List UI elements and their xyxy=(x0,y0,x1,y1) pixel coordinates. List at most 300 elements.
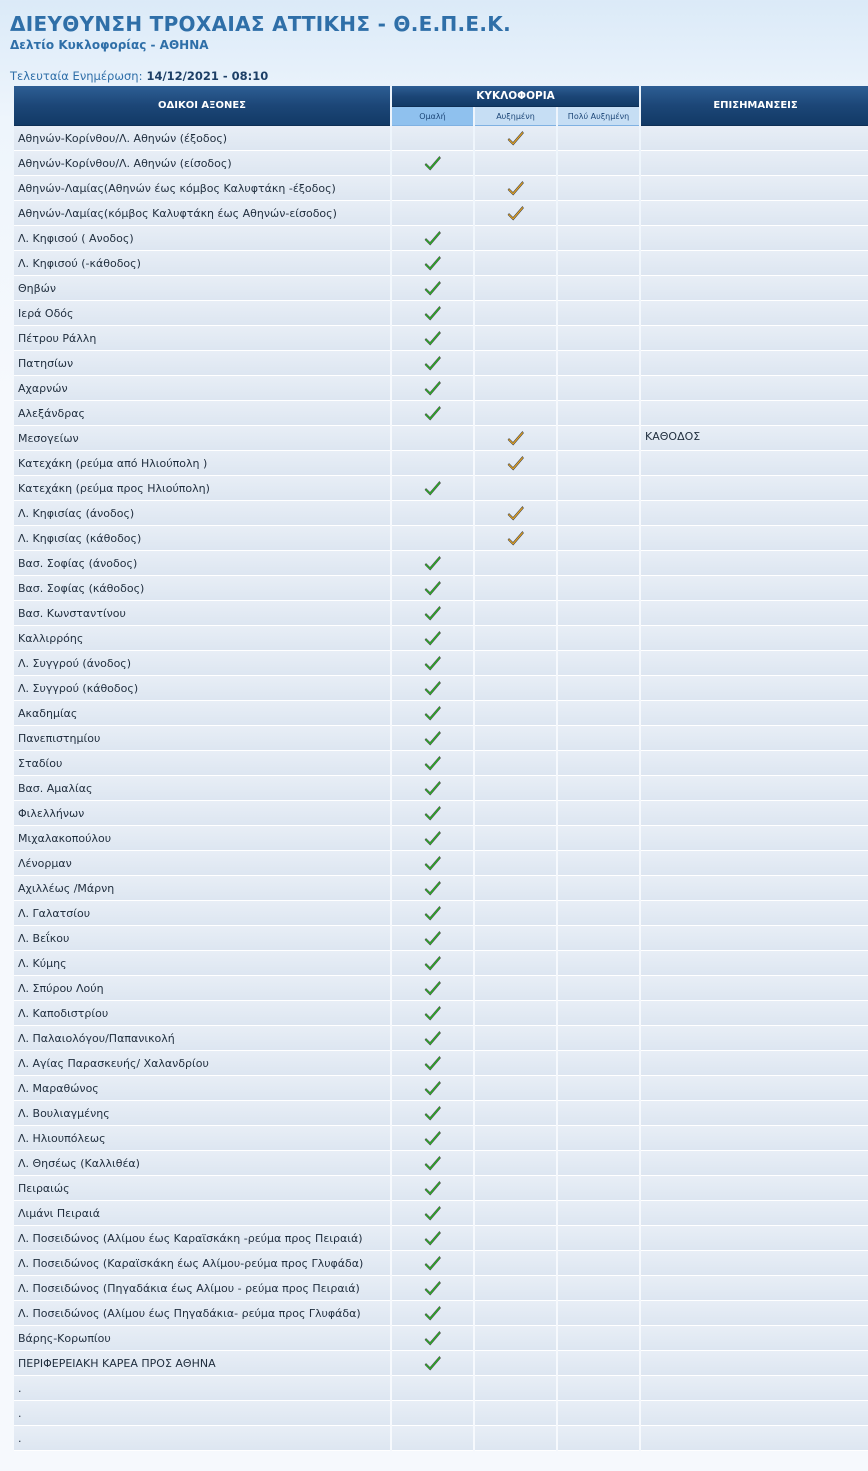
status-cell-normal xyxy=(392,251,473,276)
table-row xyxy=(14,476,868,501)
status-cell-very xyxy=(558,951,639,976)
normal-check-icon xyxy=(424,1304,442,1322)
status-cell-increased xyxy=(475,126,556,151)
status-cell-very xyxy=(558,176,639,201)
status-cell-increased xyxy=(475,1026,556,1051)
status-cell-increased xyxy=(475,851,556,876)
status-cell-very xyxy=(558,401,639,426)
note-cell xyxy=(641,326,868,351)
normal-check-icon xyxy=(424,1254,442,1272)
status-cell-very xyxy=(558,976,639,1001)
normal-check-icon xyxy=(424,379,442,397)
note-cell xyxy=(641,551,868,576)
note-cell xyxy=(641,301,868,326)
table-row xyxy=(14,876,868,901)
note-cell xyxy=(641,926,868,951)
note-cell xyxy=(641,1301,868,1326)
increased-check-icon xyxy=(507,129,525,147)
table-row xyxy=(14,1101,868,1126)
note-cell xyxy=(641,751,868,776)
road-name: Λ. Κηφισίας (άνοδος) xyxy=(14,501,390,526)
status-cell-normal xyxy=(392,401,473,426)
road-name: Μιχαλακοπούλου xyxy=(14,826,390,851)
status-cell-very xyxy=(558,1151,639,1176)
normal-check-icon xyxy=(424,229,442,247)
normal-check-icon xyxy=(424,854,442,872)
status-cell-very xyxy=(558,376,639,401)
note-cell xyxy=(641,1101,868,1126)
normal-check-icon xyxy=(424,404,442,422)
table-row xyxy=(14,351,868,376)
road-name: Πατησίων xyxy=(14,351,390,376)
road-name: Αχαρνών xyxy=(14,376,390,401)
status-cell-very xyxy=(558,1026,639,1051)
status-cell-very xyxy=(558,1076,639,1101)
normal-check-icon xyxy=(424,1354,442,1372)
road-name: Αθηνών-Λαμίας(κόμβος Καλυφτάκη έως Αθηνών-είσοδος) xyxy=(14,201,390,226)
note-cell xyxy=(641,801,868,826)
status-cell-very xyxy=(558,1401,639,1426)
status-cell-increased xyxy=(475,1001,556,1026)
road-name: Λένορμαν xyxy=(14,851,390,876)
status-cell-normal xyxy=(392,1226,473,1251)
status-cell-increased xyxy=(475,1301,556,1326)
table-row xyxy=(14,1176,868,1201)
note-cell xyxy=(641,1201,868,1226)
note-cell xyxy=(641,526,868,551)
status-cell-very xyxy=(558,326,639,351)
table-row xyxy=(14,426,868,451)
status-cell-normal xyxy=(392,926,473,951)
status-cell-very xyxy=(558,726,639,751)
note-cell xyxy=(641,476,868,501)
status-cell-normal xyxy=(392,501,473,526)
status-cell-normal xyxy=(392,1001,473,1026)
status-cell-very xyxy=(558,901,639,926)
table-row xyxy=(14,1051,868,1076)
road-name: Λ. Αγίας Παρασκευής/ Χαλανδρίου xyxy=(14,1051,390,1076)
note-cell xyxy=(641,126,868,151)
note-cell xyxy=(641,251,868,276)
status-cell-normal xyxy=(392,451,473,476)
status-cell-very xyxy=(558,1426,639,1451)
status-cell-increased xyxy=(475,701,556,726)
note-cell xyxy=(641,1401,868,1426)
table-row xyxy=(14,976,868,1001)
table-row xyxy=(14,176,868,201)
road-name: Λ. Παλαιολόγου/Παπανικολή xyxy=(14,1026,390,1051)
status-cell-increased xyxy=(475,776,556,801)
table-row xyxy=(14,901,868,926)
column-header-notes: ΕΠΙΣΗΜΑΝΣΕΙΣ xyxy=(641,86,868,126)
status-cell-normal xyxy=(392,576,473,601)
status-cell-increased xyxy=(475,501,556,526)
normal-check-icon xyxy=(424,554,442,572)
road-name: . xyxy=(14,1426,390,1451)
status-cell-increased xyxy=(475,601,556,626)
status-cell-very xyxy=(558,1376,639,1401)
status-cell-normal xyxy=(392,276,473,301)
status-cell-normal xyxy=(392,151,473,176)
table-row xyxy=(14,151,868,176)
status-cell-increased xyxy=(475,476,556,501)
status-cell-very xyxy=(558,226,639,251)
status-cell-normal xyxy=(392,901,473,926)
note-cell xyxy=(641,1076,868,1101)
road-name: Κατεχάκη (ρεύμα προς Ηλιούπολη) xyxy=(14,476,390,501)
normal-check-icon xyxy=(424,879,442,897)
note-cell: ΚΑΘΟΔΟΣ xyxy=(641,426,868,451)
status-cell-increased xyxy=(475,626,556,651)
status-cell-normal xyxy=(392,326,473,351)
status-cell-increased xyxy=(475,1101,556,1126)
status-cell-increased xyxy=(475,351,556,376)
table-row xyxy=(14,726,868,751)
status-cell-normal xyxy=(392,1351,473,1376)
status-cell-increased xyxy=(475,301,556,326)
status-cell-very xyxy=(558,676,639,701)
road-name: Καλλιρρόης xyxy=(14,626,390,651)
road-name: Ιερά Οδός xyxy=(14,301,390,326)
normal-check-icon xyxy=(424,679,442,697)
road-name: ΠΕΡΙΦΕΡΕΙΑΚΗ ΚΑΡΕΑ ΠΡΟΣ ΑΘΗΝΑ xyxy=(14,1351,390,1376)
increased-check-icon xyxy=(507,179,525,197)
road-name: Λ. Συγγρού (άνοδος) xyxy=(14,651,390,676)
normal-check-icon xyxy=(424,904,442,922)
note-cell xyxy=(641,1276,868,1301)
status-cell-very xyxy=(558,1126,639,1151)
status-cell-increased xyxy=(475,1176,556,1201)
road-name: Βάρης-Κορωπίου xyxy=(14,1326,390,1351)
status-cell-increased xyxy=(475,1201,556,1226)
note-cell xyxy=(641,826,868,851)
table-row xyxy=(14,451,868,476)
table-row xyxy=(14,601,868,626)
last-updated-label: Τελευταία Ενημέρωση: xyxy=(10,69,143,83)
status-cell-normal xyxy=(392,301,473,326)
normal-check-icon xyxy=(424,354,442,372)
note-cell xyxy=(641,976,868,1001)
status-cell-very xyxy=(558,601,639,626)
note-cell xyxy=(641,151,868,176)
status-cell-normal xyxy=(392,801,473,826)
status-cell-very xyxy=(558,1351,639,1376)
column-header-traffic: ΚΥΚΛΟΦΟΡΙΑ xyxy=(392,86,639,107)
last-updated xyxy=(10,69,268,83)
road-name: Λ. Βεΐκου xyxy=(14,926,390,951)
status-cell-very xyxy=(558,1176,639,1201)
road-name: Αχιλλέως /Μάρνη xyxy=(14,876,390,901)
normal-check-icon xyxy=(424,154,442,172)
status-cell-very xyxy=(558,751,639,776)
normal-check-icon xyxy=(424,279,442,297)
table-row xyxy=(14,1376,868,1401)
status-cell-increased xyxy=(475,576,556,601)
status-cell-normal xyxy=(392,1401,473,1426)
road-name: Λ. Ποσειδώνος (Πηγαδάκια έως Αλίμου - ρεύμα προς Πειραιά) xyxy=(14,1276,390,1301)
normal-check-icon xyxy=(424,629,442,647)
status-cell-increased xyxy=(475,676,556,701)
table-row xyxy=(14,1401,868,1426)
status-cell-increased xyxy=(475,151,556,176)
status-cell-normal xyxy=(392,201,473,226)
status-cell-normal xyxy=(392,226,473,251)
note-cell xyxy=(641,726,868,751)
normal-check-icon xyxy=(424,704,442,722)
normal-check-icon xyxy=(424,754,442,772)
table-row xyxy=(14,1326,868,1351)
table-row xyxy=(14,1076,868,1101)
road-name: Πειραιώς xyxy=(14,1176,390,1201)
status-cell-increased xyxy=(475,326,556,351)
status-cell-very xyxy=(558,926,639,951)
status-cell-very xyxy=(558,251,639,276)
table-row xyxy=(14,1426,868,1451)
increased-check-icon xyxy=(507,454,525,472)
status-cell-very xyxy=(558,526,639,551)
table-row xyxy=(14,1276,868,1301)
table-row xyxy=(14,801,868,826)
note-cell xyxy=(641,1351,868,1376)
status-cell-very xyxy=(558,1301,639,1326)
subheader-very-increased: Πολύ Αυξημένη xyxy=(558,107,639,126)
road-name: Λ. Καποδιστρίου xyxy=(14,1001,390,1026)
normal-check-icon xyxy=(424,829,442,847)
normal-check-icon xyxy=(424,604,442,622)
road-name: Μεσογείων xyxy=(14,426,390,451)
normal-check-icon xyxy=(424,1004,442,1022)
note-cell xyxy=(641,576,868,601)
normal-check-icon xyxy=(424,1104,442,1122)
note-cell xyxy=(641,1426,868,1451)
road-name: Λ. Ποσειδώνος (Καραϊσκάκη έως Αλίμου-ρεύμα προς Γλυφάδα) xyxy=(14,1251,390,1276)
note-cell xyxy=(641,1226,868,1251)
note-cell xyxy=(641,226,868,251)
status-cell-normal xyxy=(392,1076,473,1101)
status-cell-normal xyxy=(392,1326,473,1351)
status-cell-very xyxy=(558,1001,639,1026)
table-row xyxy=(14,1026,868,1051)
road-name: Λ. Ηλιουπόλεως xyxy=(14,1126,390,1151)
status-cell-increased xyxy=(475,526,556,551)
status-cell-normal xyxy=(392,1201,473,1226)
road-name: Λ. Σπύρου Λούη xyxy=(14,976,390,1001)
note-cell xyxy=(641,1376,868,1401)
table-row xyxy=(14,501,868,526)
status-cell-normal xyxy=(392,701,473,726)
status-cell-very xyxy=(558,151,639,176)
road-name: Λ. Κηφισού (-κάθοδος) xyxy=(14,251,390,276)
table-row xyxy=(14,226,868,251)
note-cell xyxy=(641,201,868,226)
status-cell-increased xyxy=(475,1051,556,1076)
normal-check-icon xyxy=(424,929,442,947)
status-cell-increased xyxy=(475,726,556,751)
page-header xyxy=(10,12,511,53)
note-cell xyxy=(641,351,868,376)
normal-check-icon xyxy=(424,1129,442,1147)
road-name: Λ. Συγγρού (κάθοδος) xyxy=(14,676,390,701)
status-cell-normal xyxy=(392,351,473,376)
normal-check-icon xyxy=(424,1229,442,1247)
table-row xyxy=(14,1351,868,1376)
page-title: ΔΙΕΥΘΥΝΣΗ ΤΡΟΧΑΙΑΣ ΑΤΤΙΚΗΣ - Θ.Ε.Π.Ε.Κ. xyxy=(10,12,511,36)
status-cell-increased xyxy=(475,1401,556,1426)
status-cell-very xyxy=(558,426,639,451)
status-cell-increased xyxy=(475,426,556,451)
status-cell-very xyxy=(558,1051,639,1076)
status-cell-very xyxy=(558,826,639,851)
increased-check-icon xyxy=(507,529,525,547)
status-cell-increased xyxy=(475,1226,556,1251)
road-name: . xyxy=(14,1401,390,1426)
road-name: Αθηνών-Κορίνθου/Λ. Αθηνών (έξοδος) xyxy=(14,126,390,151)
note-cell xyxy=(641,1026,868,1051)
table-row xyxy=(14,951,868,976)
status-cell-increased xyxy=(475,901,556,926)
note-cell xyxy=(641,776,868,801)
status-cell-very xyxy=(558,1326,639,1351)
normal-check-icon xyxy=(424,579,442,597)
status-cell-increased xyxy=(475,1326,556,1351)
note-cell xyxy=(641,1176,868,1201)
status-cell-normal xyxy=(392,376,473,401)
traffic-table xyxy=(12,86,868,1451)
normal-check-icon xyxy=(424,654,442,672)
increased-check-icon xyxy=(507,204,525,222)
road-name: Λιμάνι Πειραιά xyxy=(14,1201,390,1226)
road-name: Λ. Κηφισού ( Ανοδος) xyxy=(14,226,390,251)
road-name: Λ. Ποσειδώνος (Αλίμου έως Πηγαδάκια- ρεύμα προς Γλυφάδα) xyxy=(14,1301,390,1326)
road-name: Σταδίου xyxy=(14,751,390,776)
status-cell-increased xyxy=(475,1151,556,1176)
note-cell xyxy=(641,851,868,876)
normal-check-icon xyxy=(424,479,442,497)
status-cell-normal xyxy=(392,1176,473,1201)
table-row xyxy=(14,851,868,876)
status-cell-very xyxy=(558,776,639,801)
status-cell-very xyxy=(558,876,639,901)
status-cell-increased xyxy=(475,376,556,401)
road-name: Λ. Γαλατσίου xyxy=(14,901,390,926)
status-cell-normal xyxy=(392,1251,473,1276)
table-row xyxy=(14,826,868,851)
road-name: Φιλελλήνων xyxy=(14,801,390,826)
normal-check-icon xyxy=(424,954,442,972)
status-cell-very xyxy=(558,126,639,151)
table-row xyxy=(14,1151,868,1176)
table-row xyxy=(14,126,868,151)
normal-check-icon xyxy=(424,779,442,797)
status-cell-increased xyxy=(475,801,556,826)
note-cell xyxy=(641,176,868,201)
status-cell-very xyxy=(558,576,639,601)
table-row xyxy=(14,926,868,951)
status-cell-normal xyxy=(392,1101,473,1126)
status-cell-very xyxy=(558,701,639,726)
status-cell-increased xyxy=(475,826,556,851)
status-cell-increased xyxy=(475,951,556,976)
road-name: Αλεξάνδρας xyxy=(14,401,390,426)
road-name: Αθηνών-Λαμίας(Αθηνών έως κόμβος Καλυφτάκη -έξοδος) xyxy=(14,176,390,201)
status-cell-increased xyxy=(475,451,556,476)
status-cell-very xyxy=(558,451,639,476)
road-name: Λ. Ποσειδώνος (Αλίμου έως Καραϊσκάκη -ρεύμα προς Πειραιά) xyxy=(14,1226,390,1251)
table-row xyxy=(14,626,868,651)
note-cell xyxy=(641,276,868,301)
status-cell-increased xyxy=(475,751,556,776)
road-name: Πανεπιστημίου xyxy=(14,726,390,751)
table-row xyxy=(14,1251,868,1276)
status-cell-increased xyxy=(475,1351,556,1376)
note-cell xyxy=(641,1251,868,1276)
status-cell-increased xyxy=(475,276,556,301)
table-row xyxy=(14,676,868,701)
page-subtitle: Δελτίο Κυκλοφορίας - ΑΘΗΝΑ xyxy=(10,38,209,52)
status-cell-very xyxy=(558,626,639,651)
status-cell-very xyxy=(558,1101,639,1126)
status-cell-very xyxy=(558,1251,639,1276)
road-name: Βασ. Σοφίας (άνοδος) xyxy=(14,551,390,576)
road-name: Λ. Κύμης xyxy=(14,951,390,976)
status-cell-very xyxy=(558,801,639,826)
status-cell-increased xyxy=(475,551,556,576)
last-updated-value: 14/12/2021 - 08:10 xyxy=(146,69,269,83)
status-cell-normal xyxy=(392,551,473,576)
note-cell xyxy=(641,376,868,401)
status-cell-normal xyxy=(392,1026,473,1051)
status-cell-normal xyxy=(392,876,473,901)
road-name: Λ. Κηφισίας (κάθοδος) xyxy=(14,526,390,551)
table-row xyxy=(14,751,868,776)
status-cell-very xyxy=(558,201,639,226)
status-cell-normal xyxy=(392,676,473,701)
status-cell-normal xyxy=(392,726,473,751)
increased-check-icon xyxy=(507,504,525,522)
note-cell xyxy=(641,501,868,526)
status-cell-normal xyxy=(392,751,473,776)
table-row xyxy=(14,701,868,726)
note-cell xyxy=(641,601,868,626)
status-cell-increased xyxy=(475,401,556,426)
status-cell-normal xyxy=(392,1301,473,1326)
road-name: Βασ. Κωνσταντίνου xyxy=(14,601,390,626)
road-name: Θηβών xyxy=(14,276,390,301)
table-row xyxy=(14,651,868,676)
note-cell xyxy=(641,876,868,901)
status-cell-normal xyxy=(392,1276,473,1301)
note-cell xyxy=(641,1126,868,1151)
normal-check-icon xyxy=(424,1154,442,1172)
note-cell xyxy=(641,676,868,701)
road-name: Ακαδημίας xyxy=(14,701,390,726)
subheader-increased: Αυξημένη xyxy=(475,107,556,126)
status-cell-normal xyxy=(392,126,473,151)
status-cell-normal xyxy=(392,476,473,501)
status-cell-increased xyxy=(475,226,556,251)
road-name: Λ. Θησέως (Καλλιθέα) xyxy=(14,1151,390,1176)
note-cell xyxy=(641,901,868,926)
note-cell xyxy=(641,701,868,726)
normal-check-icon xyxy=(424,804,442,822)
status-cell-increased xyxy=(475,1276,556,1301)
note-cell xyxy=(641,1001,868,1026)
status-cell-very xyxy=(558,1276,639,1301)
table-row xyxy=(14,776,868,801)
note-cell xyxy=(641,1326,868,1351)
normal-check-icon xyxy=(424,1204,442,1222)
road-name: Πέτρου Ράλλη xyxy=(14,326,390,351)
